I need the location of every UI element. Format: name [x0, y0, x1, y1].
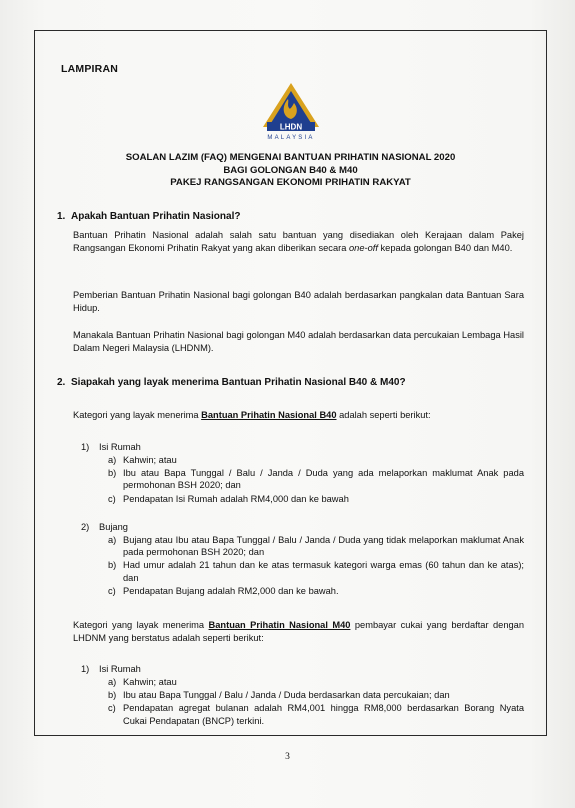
b40-intro-underlined: Bantuan Prihatin Nasional B40: [201, 410, 337, 420]
m40-intro-underlined: Bantuan Prihatin Nasional M40: [208, 620, 351, 630]
question-1-number: 1.: [57, 211, 66, 222]
list-item: [108, 493, 524, 505]
b40-isi-rumah-marker: 1): [81, 442, 90, 452]
list-marker: c): [108, 703, 116, 714]
list-text: Pendapatan Bujang adalah RM2,000 dan ke bawah.: [123, 585, 339, 596]
list-marker: c): [108, 585, 116, 596]
list-text: Bujang atau Ibu atau Bapa Tunggal / Balu / Janda / Duda yang tidak melaporkan maklumat Anak pada permohonan BSH 2020; dan: [123, 535, 524, 558]
doc-title-line1: SOALAN LAZIM (FAQ) MENGENAI BANTUAN PRIHATIN NASIONAL 2020: [125, 152, 456, 163]
list-marker: a): [108, 455, 117, 465]
doc-title-line2: BAGI GOLONGAN B40 & M40: [223, 164, 358, 176]
list-text: Kahwin; atau: [123, 677, 177, 687]
q1-p1-text-b: kepada golongan B40 dan M40.: [377, 243, 513, 253]
b40-bujang-marker: 2): [81, 522, 90, 532]
list-text: Had umur adalah 21 tahun dan ke atas termasuk kategori warga emas (60 tahun dan ke atas); dan: [123, 560, 524, 583]
list-marker: a): [108, 535, 117, 545]
lhdn-logo-icon: [253, 81, 329, 141]
b40-intro-text-b: adalah seperti berikut:: [336, 410, 431, 420]
b40-bujang-label: Bujang: [99, 522, 128, 532]
page-number: 3: [285, 752, 290, 762]
doc-title-line3: PAKEJ RANGSANGAN EKONOMI PRIHATIN RAKYAT: [170, 177, 411, 188]
list-item: [108, 585, 524, 597]
logo-country: MALAYSIA: [267, 135, 315, 141]
list-item: [108, 467, 524, 491]
q1-paragraph-3: Manakala Bantuan Prihatin Nasional bagi golongan M40 adalah berdasarkan data percukaian Lembaga Hasil Dalam Negeri Malaysia (LHDNM).: [73, 330, 524, 353]
b40-intro: [73, 409, 524, 422]
page-border: [34, 30, 547, 736]
list-marker: b): [108, 690, 117, 701]
b40-bujang-list: [108, 534, 524, 598]
q1-p1-emphasis: one-off: [348, 243, 378, 253]
question-2-title: Siapakah yang layak menerima Bantuan Prihatin Nasional B40 & M40?: [71, 377, 406, 388]
lhdn-logo: [253, 81, 329, 141]
m40-isi-rumah-label: Isi Rumah: [99, 664, 141, 674]
m40-intro-text-a: Kategori yang layak menerima: [73, 620, 209, 630]
list-item: [108, 559, 524, 583]
list-text: Ibu atau Bapa Tunggal / Balu / Janda / Duda yang ada melaporkan maklumat Anak pada permohonan BSH 2020; dan: [123, 468, 524, 491]
list-marker: c): [108, 493, 116, 504]
b40-isi-rumah-list: [108, 454, 524, 506]
list-text: Pendapatan agregat bulanan adalah RM4,001 hingga RM8,000 berdasarkan Borang Nyata Cukai Pendapatan (BNCP) terkini.: [123, 703, 524, 726]
list-marker: b): [108, 468, 117, 479]
list-item: [108, 689, 524, 701]
q1-p1-text-a: Bantuan Prihatin Nasional adalah salah satu bantuan yang disediakan oleh Kerajaan dalam Pakej Rangsangan Ekonomi Prihatin Rakyat yang akan diberikan secara: [73, 230, 524, 253]
question-1-heading: [57, 211, 240, 222]
q1-paragraph-1: [73, 229, 524, 255]
list-text: Pendapatan Isi Rumah adalah RM4,000 dan ke bawah: [123, 493, 349, 504]
question-2-heading: [57, 377, 406, 388]
lampiran-label: LAMPIRAN: [61, 63, 119, 75]
q1-paragraph-2: Pemberian Bantuan Prihatin Nasional bagi golongan B40 adalah berdasarkan pangkalan data Bantuan Sara Hidup.: [73, 290, 524, 313]
logo-text: LHDN: [279, 122, 303, 132]
m40-intro-text-b: pembayar cukai yang berdaftar dengan LHDNM yang berstatus adalah seperti berikut:: [73, 620, 524, 643]
list-marker: b): [108, 560, 117, 571]
list-text: Kahwin; atau: [123, 455, 177, 465]
question-1-title: Apakah Bantuan Prihatin Nasional?: [71, 211, 241, 222]
b40-isi-rumah-label: Isi Rumah: [99, 442, 141, 452]
list-text: Ibu atau Bapa Tunggal / Balu / Janda / Duda berdasarkan data percukaian; dan: [123, 690, 450, 701]
list-item: [108, 534, 524, 558]
b40-intro-text-a: Kategori yang layak menerima: [73, 410, 202, 420]
m40-isi-rumah-marker: 1): [81, 664, 90, 674]
list-item: [108, 676, 524, 688]
m40-isi-rumah-list: [108, 676, 524, 728]
list-marker: a): [108, 677, 117, 687]
list-item: [108, 702, 524, 726]
question-2-number: 2.: [57, 377, 66, 388]
m40-intro: [73, 619, 524, 645]
list-item: [108, 454, 524, 466]
